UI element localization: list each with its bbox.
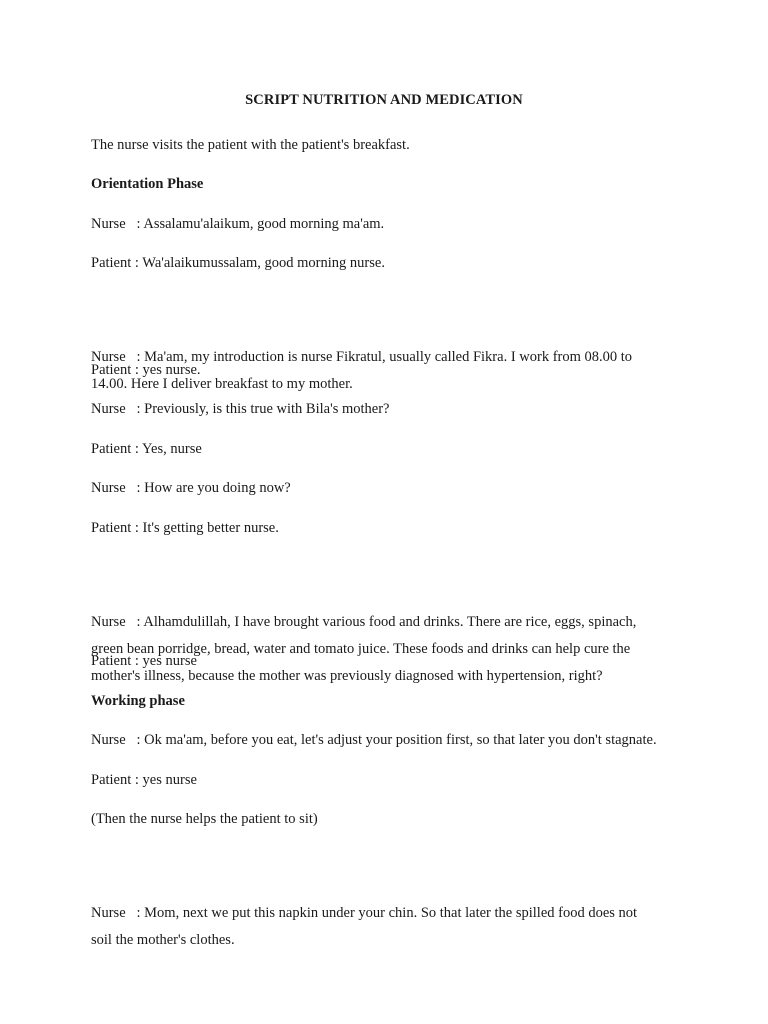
dialogue-line: Nurse : Ma'am, my introduction is nurse Fikratul, usually called Fikra. I work from 08.00 to bbox=[91, 349, 633, 365]
dialogue-line: Nurse : How are you doing now? bbox=[91, 480, 291, 496]
dialogue-line: 14.00. Here I deliver breakfast to my mother. bbox=[91, 376, 353, 392]
dialogue-line: Nurse : Assalamu'alaikum, good morning ma'am. bbox=[91, 216, 385, 232]
document-title: SCRIPT NUTRITION AND MEDICATION bbox=[245, 92, 523, 108]
dialogue-paragraph bbox=[91, 846, 691, 1008]
orientation-phase-heading: Orientation Phase bbox=[91, 176, 204, 192]
dialogue-line: Patient : Yes, nurse bbox=[91, 441, 202, 457]
dialogue-line: mother's illness, because the mother was previously diagnosed with hypertension, right? bbox=[91, 668, 603, 684]
dialogue-line: green bean porridge, bread, water and tomato juice. These foods and drinks can help cure the bbox=[91, 641, 631, 657]
dialogue-line: Patient : Wa'alaikumussalam, good morning nurse. bbox=[91, 255, 385, 271]
dialogue-line: Nurse : Previously, is this true with Bila's mother? bbox=[91, 401, 390, 417]
working-phase-heading: Working phase bbox=[91, 693, 185, 709]
dialogue-line: Nurse : Ok ma'am, before you eat, let's adjust your position first, so that later you don't stagnate. bbox=[91, 732, 657, 748]
dialogue-line: Patient : It's getting better nurse. bbox=[91, 520, 279, 536]
intro-paragraph: The nurse visits the patient with the patient's breakfast. bbox=[91, 137, 410, 153]
dialogue-line: Nurse : Mom, next we put this napkin under your chin. So that later the spilled food does not bbox=[91, 905, 638, 921]
stage-direction: (Then the nurse helps the patient to sit) bbox=[91, 811, 318, 827]
dialogue-line: Patient : yes nurse bbox=[91, 772, 197, 788]
dialogue-line: soil the mother's clothes. bbox=[91, 932, 235, 948]
dialogue-line: Patient : yes nurse. bbox=[91, 362, 201, 378]
dialogue-line: Nurse : Alhamdulillah, I have brought various food and drinks. There are rice, eggs, spinach, bbox=[91, 614, 637, 630]
dialogue-line: Patient : yes nurse bbox=[91, 653, 197, 669]
